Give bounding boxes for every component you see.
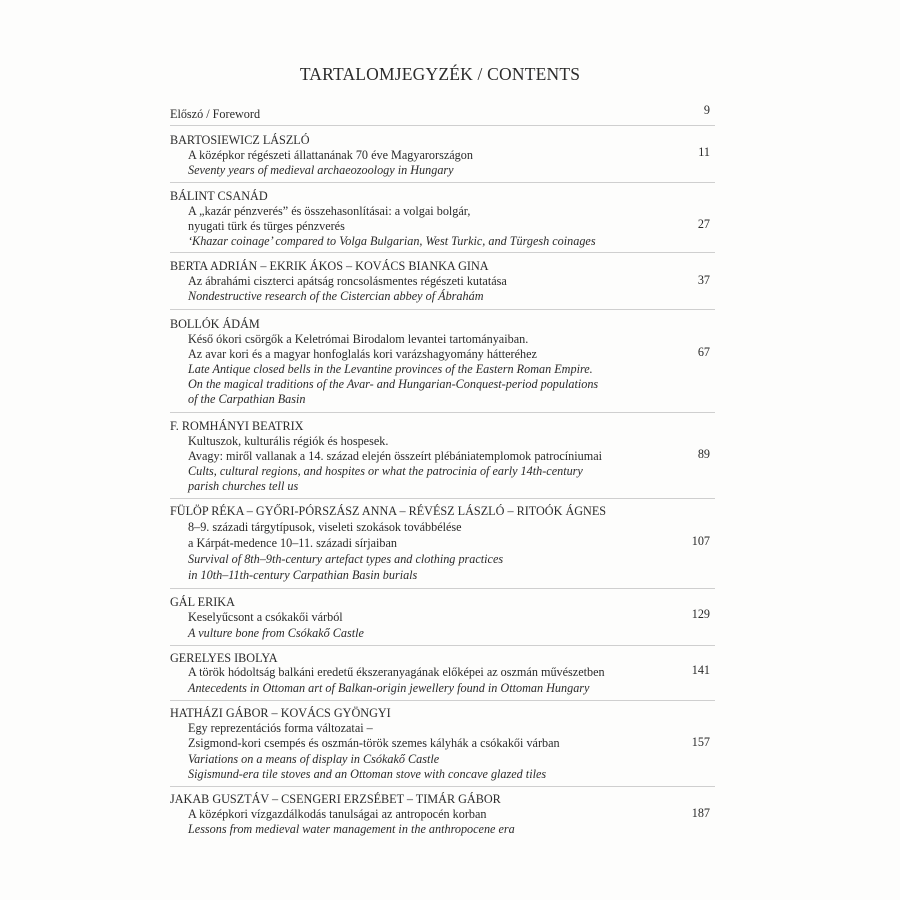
divider xyxy=(170,786,715,787)
entry-title-en: A vulture bone from Csókakő Castle xyxy=(188,626,364,640)
entry-title-en: ‘Khazar coinage’ compared to Volga Bulgarian, West Turkic, and Türgesh coinages xyxy=(188,234,596,248)
foreword-page: 9 xyxy=(703,103,710,117)
entry-title-en: Late Antique closed bells in the Levantine provinces of the Eastern Roman Empire. xyxy=(188,362,593,376)
divider xyxy=(170,309,715,310)
entry-authors: BÁLINT CSANÁD xyxy=(170,189,268,203)
entry-title-en: On the magical traditions of the Avar- and Hungarian-Conquest-period populations xyxy=(188,377,599,391)
entry-title-hu: Az ábrahámi ciszterci apátság roncsolásmentes régészeti kutatása xyxy=(188,274,507,288)
entry-page: 107 xyxy=(691,534,710,548)
entry-title-hu: Keselyűcsont a csókakői várból xyxy=(188,610,343,624)
entry-authors: GÁL ERIKA xyxy=(170,595,235,609)
entry-authors: BOLLÓK ÁDÁM xyxy=(170,317,260,331)
entry-authors: FÜLÖP RÉKA – GYŐRI-PÓRSZÁSZ ANNA – RÉVÉSZ LÁSZLÓ – RITOÓK ÁGNES xyxy=(170,504,607,518)
entry-authors: JAKAB GUSZTÁV – CSENGERI ERZSÉBET – TIMÁR GÁBOR xyxy=(170,792,501,806)
entry-authors: F. ROMHÁNYI BEATRIX xyxy=(170,419,304,433)
entry-page: 187 xyxy=(691,806,710,820)
entry-title-hu: Egy reprezentációs forma változatai – xyxy=(188,721,373,735)
entry-title-en: Survival of 8th–9th-century artefact types and clothing practices xyxy=(188,552,504,566)
entry-authors: GERELYES IBOLYA xyxy=(170,651,278,665)
divider xyxy=(170,125,715,126)
entry-authors: BARTOSIEWICZ LÁSZLÓ xyxy=(170,133,310,147)
divider xyxy=(170,412,715,413)
entry-page: 11 xyxy=(698,145,710,159)
divider xyxy=(170,588,715,589)
entry-title-hu: A középkori vízgazdálkodás tanulságai az antropocén korban xyxy=(188,807,487,821)
entry-title-hu: Az avar kori és a magyar honfoglalás kori varázshagyomány hátteréhez xyxy=(188,347,537,361)
entry-page: 129 xyxy=(691,607,710,621)
entry-title-en: of the Carpathian Basin xyxy=(188,392,306,406)
entry-title-hu: A középkor régészeti állattanának 70 éve Magyarországon xyxy=(188,148,473,162)
entry-title-en: Cults, cultural regions, and hospites or what the patrocinia of early 14th-century xyxy=(188,464,583,478)
entry-title-en: in 10th–11th-century Carpathian Basin burials xyxy=(188,568,418,582)
entry-title-hu: A „kazár pénzverés” és összehasonlításai: a volgai bolgár, xyxy=(188,204,471,218)
entry-page: 27 xyxy=(697,217,710,231)
entry-title-en: Nondestructive research of the Cistercian abbey of Ábrahám xyxy=(188,289,484,303)
divider xyxy=(170,700,715,701)
entry-title-en: Seventy years of medieval archaeozoology in Hungary xyxy=(188,163,454,177)
entry-title-hu: A török hódoltság balkáni eredetű ékszeranyagának előképei az oszmán művészetben xyxy=(188,665,605,679)
divider xyxy=(170,182,715,183)
divider xyxy=(170,252,715,253)
entry-authors: BERTA ADRIÁN – EKRIK ÁKOS – KOVÁCS BIANKA GINA xyxy=(170,259,489,273)
entry-title-en: Lessons from medieval water management in the anthropocene era xyxy=(188,822,515,836)
entry-title-hu: Zsigmond-kori csempés és oszmán-török szemes kályhák a csókakői várban xyxy=(188,736,560,750)
entry-title-en: Sigismund-era tile stoves and an Ottoman stove with concave glazed tiles xyxy=(188,767,547,781)
entry-title-hu: Avagy: miről vallanak a 14. század elején összeírt plébániatemplomok patrocíniumai xyxy=(188,449,603,463)
entry-title-en: parish churches tell us xyxy=(188,479,299,493)
entry-title-hu: nyugati türk és türges pénzverés xyxy=(188,219,345,233)
entry-title-en: Variations on a means of display in Csókakő Castle xyxy=(188,752,440,766)
entry-title-hu: a Kárpát-medence 10–11. századi sírjaiban xyxy=(188,536,398,550)
entry-page: 89 xyxy=(697,447,710,461)
entry-page: 157 xyxy=(691,735,710,749)
entry-title-hu: 8–9. századi tárgytípusok, viseleti szokások továbbélése xyxy=(188,520,462,534)
entry-authors: HATHÁZI GÁBOR – KOVÁCS GYÖNGYI xyxy=(170,706,391,720)
entry-title-hu: Kultuszok, kulturális régiók és hospesek. xyxy=(188,434,389,448)
entry-page: 141 xyxy=(691,663,710,677)
divider xyxy=(170,498,715,499)
entry-title-en: Antecedents in Ottoman art of Balkan-origin jewellery found in Ottoman Hungary xyxy=(188,681,590,695)
entry-page: 37 xyxy=(697,273,710,287)
divider xyxy=(170,645,715,646)
entry-title-hu: Késő ókori csörgők a Keletrómai Birodalom levantei tartományaiban. xyxy=(188,332,529,346)
entry-page: 67 xyxy=(697,345,710,359)
page-title: TARTALOMJEGYZÉK / CONTENTS xyxy=(299,64,581,84)
foreword-label: Előszó / Foreword xyxy=(170,107,261,121)
